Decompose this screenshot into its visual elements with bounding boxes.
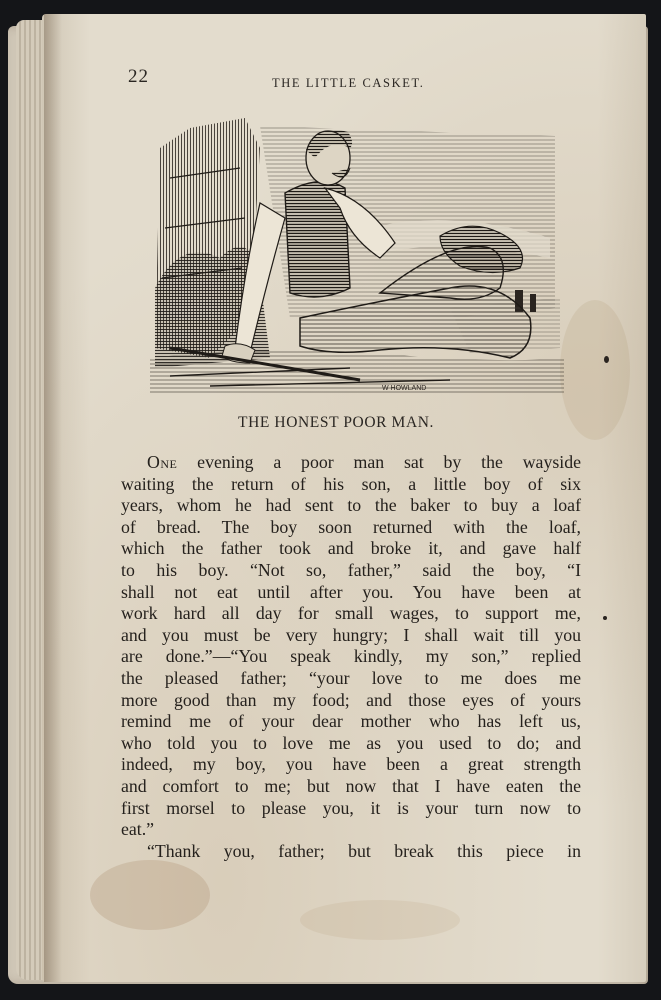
body-line [121, 452, 581, 474]
body-line: years, whom he had sent to the baker to buy a loaf [121, 495, 581, 516]
body-line: remind me of your dear mother who has left us, [121, 711, 581, 732]
ink-speck [604, 356, 609, 363]
body-line: eat.” [121, 819, 155, 840]
body-line: the pleased father; “your love to me does me [121, 667, 581, 688]
paper-stain [300, 900, 460, 940]
running-head: THE LITTLE CASKET. [272, 76, 425, 90]
body-line: to his boy. “Not so, father,” said the boy, “I [121, 559, 581, 580]
body-line: first morsel to please you, it is your turn now to [121, 797, 581, 818]
engraving-man-seated-by-wayside-icon [150, 118, 564, 394]
body-line: shall not eat until after you. You have been at [121, 581, 581, 602]
body-line: who told you to love me as you used to do; and [121, 732, 581, 753]
body-line: and comfort to me; but now that I have eaten the [121, 775, 581, 796]
illustration-caption: THE HONEST POOR MAN. [238, 414, 435, 431]
body-line: which the father took and broke it, and gave half [121, 538, 581, 559]
ink-speck [603, 616, 607, 620]
body-line: waiting the return of his son, a little boy of six [121, 473, 581, 494]
spine-shadow [44, 14, 62, 982]
body-line: and you must be very hungry; I shall wait till you [121, 624, 581, 645]
engraver-signature: W HOWLAND [382, 385, 427, 392]
body-line: are done.”—“You speak kindly, my son,” replied [121, 646, 581, 667]
next-paragraph-line: “Thank you, father; but break this piece in [147, 840, 581, 861]
body-line: work hard all day for small wages, to support me, [121, 603, 581, 624]
first-word: One [147, 452, 178, 472]
page-number: 22 [128, 66, 149, 87]
paper-stain [90, 860, 210, 930]
body-text [121, 452, 581, 862]
body-line: of bread. The boy soon returned with the loaf, [121, 516, 581, 537]
body-line: indeed, my boy, you have been a great strength [121, 754, 581, 775]
paper-stain [560, 300, 630, 440]
first-line-rest: evening a poor man sat by the wayside [177, 452, 581, 472]
body-line: more good than my food; and those eyes of yours [121, 689, 581, 710]
